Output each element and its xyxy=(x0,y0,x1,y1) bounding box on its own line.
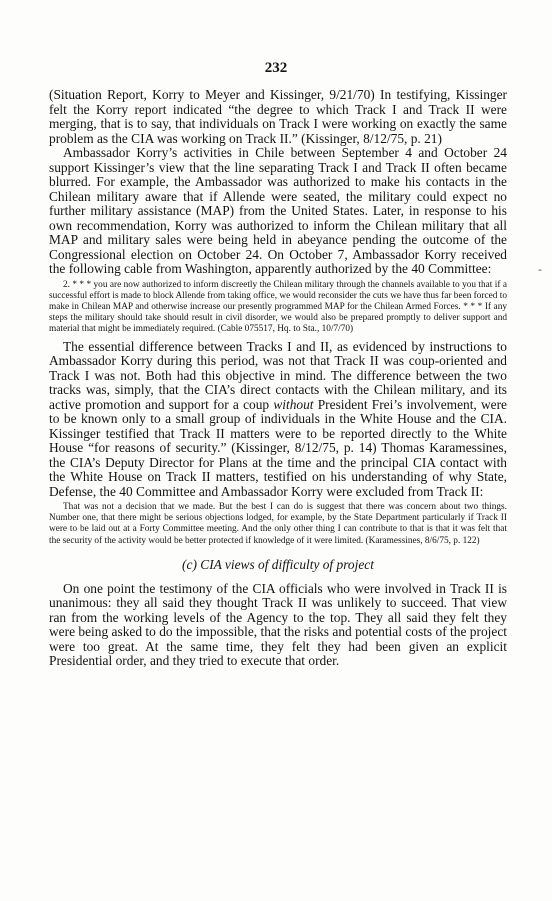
text-column xyxy=(49,88,507,669)
margin-mark: - xyxy=(538,262,542,276)
paragraph-essential-difference xyxy=(49,340,507,500)
text-run: The essential difference between Tracks I and II, as evidenced by instructions to Ambassador Korry during this period, was not that Track II was coup-oriented and Track I was not. Both had this objective in mind. The difference between the two tracks was, simply, that the CIA’s direct contacts with the Chilean military, and its active promotion and support for a coup xyxy=(49,338,507,412)
page-number: 232 xyxy=(264,60,288,76)
quote-cable: 2. * * * you are now authorized to inform discreetly the Chilean military through the channels available to you that if a successful effort is made to block Allende from taking office, we would reconsider the cuts we have thus far been forced to make in Chilean MAP and otherwise increase our presently programmed MAP for the Chilean Armed Forces. * * * If any steps the military should take should result in civil disorder, we would also be prepared promptly to deliver support and material that might be immediately required. (Cable 075517, Hq. to Sta., 10/7/70) xyxy=(49,279,507,335)
paragraph-cia-views: On one point the testimony of the CIA officials who were involved in Track II is unanimous: they all said they thought Track II was unlikely to succeed. That view ran from the working levels of the Agency to the top. They all said they felt they were being asked to do the impossible, that the risks and potential costs of the project were too great. At the same time, they felt they had been given an explicit Presidential order, and they tried to execute that order. xyxy=(49,580,507,669)
quote-karamessines: That was not a decision that we made. But the best I can do is suggest that there was concern about two things. Number one, that there might be serious objections lodged, for example, by the State Department particularly if Track II were to be laid out at a Forty Committee meeting. And the only other thing I can contribute to that is that it was felt that the security of the activity would be better protected if knowledge of it were limited. (Karamessines, 8/6/75, p. 122) xyxy=(49,502,507,546)
paragraph-korry-activities: Ambassador Korry’s activities in Chile between September 4 and October 24 support Kissinger’s view that the line separating Track I and Track II often became blurred. For example, the Ambassador was authorized to make his contacts in the Chilean military aware that if Allende were seated, the military could expect no further military assistance (MAP) from the United States. Later, in response to his own recommendation, Korry was authorized to inform the Chilean military that all MAP and military sales were being held in abeyance pending the outcome of the Congressional election on October 24. On October 7, Ambassador Korry received the following cable from Washington, apparently authorized by the 40 Committee: xyxy=(49,145,507,276)
paragraph-situation-report: (Situation Report, Korry to Meyer and Kissinger, 9/21/70) In testifying, Kissinger felt the Korry report indicated “the degree to which Track I and Track II were merging, that is to say, that individuals on Track I were working on exactly the same problem as the CIA was working on Track II.” (Kissinger, 8/12/75, p. 21) xyxy=(49,87,507,146)
text-run: President Frei’s involvement, were to be known only to a small group of individuals in the White House and the CIA. Kissinger testified that Track II matters were to be reported directly to the White House “for reasons of security.” (Kissinger, 8/12/75, p. 14) Thomas Karamessines, the CIA’s Deputy Director for Plans at the time and the principal CIA contact with the White House on Track II matters, testified on his understanding of why State, Defense, the 40 Committee and Ambassador Korry were excluded from Track II: xyxy=(49,396,508,499)
emphasis-without: without xyxy=(273,396,314,412)
section-heading: (c) CIA views of difficulty of project xyxy=(182,556,374,572)
